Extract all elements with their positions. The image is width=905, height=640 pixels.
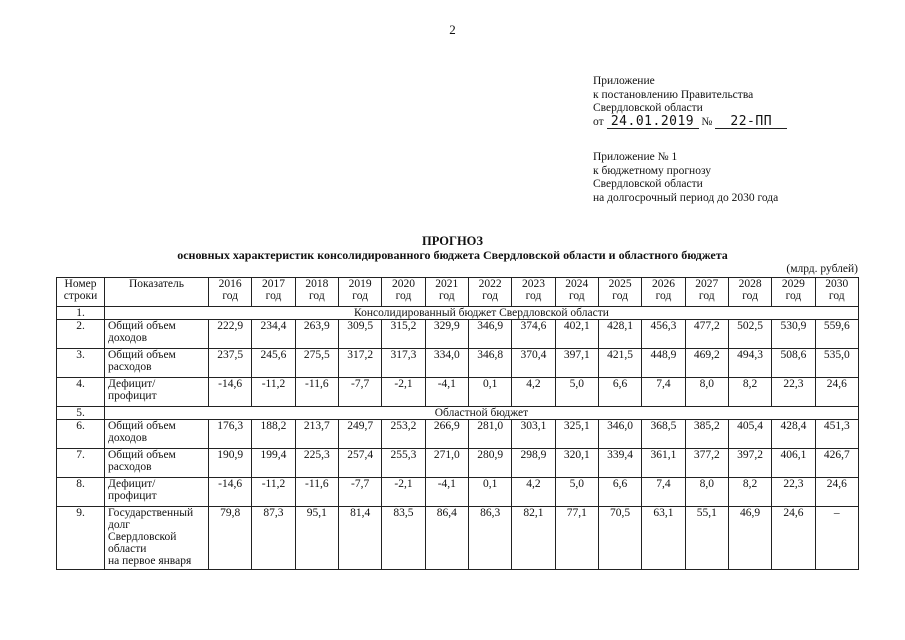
appendix1-header: [593, 151, 778, 205]
year-header: [468, 278, 511, 307]
forecast-table: [56, 277, 859, 570]
table-header-row: [57, 278, 859, 307]
value-cell: 249,7: [338, 420, 381, 449]
year-suffix: год: [568, 290, 585, 302]
value-cell: -11,6: [295, 478, 338, 507]
value-cell: -14,6: [209, 478, 252, 507]
row-number: 9.: [57, 507, 105, 570]
appendix-date-line: [593, 113, 787, 130]
value-cell: 346,9: [468, 320, 511, 349]
year-header: [598, 278, 641, 307]
year-text: 2026: [651, 278, 675, 290]
year-suffix: год: [525, 290, 542, 302]
value-cell: 176,3: [209, 420, 252, 449]
indicator-label-line: долг: [108, 519, 130, 531]
indicator-label: [105, 449, 209, 478]
indicator-label-line: профицит: [108, 390, 157, 402]
value-cell: –: [815, 507, 858, 570]
indicator-label-line: Государственный: [108, 507, 194, 519]
year-text: 2018: [305, 278, 329, 290]
value-cell: 477,2: [685, 320, 728, 349]
year-header: [382, 278, 425, 307]
indicator-label: [105, 320, 209, 349]
value-cell: 188,2: [252, 420, 295, 449]
value-cell: 266,9: [425, 420, 468, 449]
value-cell: 448,9: [642, 349, 685, 378]
year-header: [772, 278, 815, 307]
year-text: 2024: [565, 278, 589, 290]
indicator-label: [105, 349, 209, 378]
value-cell: 530,9: [772, 320, 815, 349]
year-text: 2022: [478, 278, 502, 290]
year-suffix: год: [308, 290, 325, 302]
value-cell: 361,1: [642, 449, 685, 478]
row-number: 7.: [57, 449, 105, 478]
value-cell: -2,1: [382, 378, 425, 407]
year-text: 2028: [738, 278, 762, 290]
value-cell: 87,3: [252, 507, 295, 570]
value-cell: 309,5: [338, 320, 381, 349]
document-title: ПРОГНОЗ: [421, 234, 483, 248]
year-text: 2017: [261, 278, 285, 290]
indicator-label-line: Общий объем: [108, 420, 176, 432]
page-number: 2: [449, 22, 456, 37]
value-cell: 494,3: [728, 349, 771, 378]
year-suffix: год: [482, 290, 498, 302]
row-number: 5.: [57, 407, 105, 420]
row-number: 6.: [57, 420, 105, 449]
year-text: 2029: [781, 278, 805, 290]
value-cell: 225,3: [295, 449, 338, 478]
value-cell: 22,3: [772, 478, 815, 507]
indicator-label-line: доходов: [108, 432, 148, 444]
value-cell: 0,1: [468, 378, 511, 407]
value-cell: 329,9: [425, 320, 468, 349]
year-header: [728, 278, 771, 307]
year-suffix: год: [265, 290, 282, 302]
value-cell: 5,0: [555, 378, 598, 407]
value-cell: -14,6: [209, 378, 252, 407]
indicator-label-line: доходов: [108, 332, 148, 344]
indicator-label-line: Общий объем: [108, 449, 176, 461]
year-suffix: год: [698, 290, 715, 302]
value-cell: 6,6: [598, 478, 641, 507]
indicator-label-line: расходов: [108, 361, 152, 373]
value-cell: 451,3: [815, 420, 858, 449]
table-row: [57, 507, 859, 570]
year-header: [252, 278, 295, 307]
value-cell: 79,8: [209, 507, 252, 570]
value-cell: 7,4: [642, 478, 685, 507]
year-suffix: год: [612, 290, 628, 302]
table-row: [57, 449, 859, 478]
indicator-label-line: Общий объем: [108, 320, 176, 332]
value-cell: 86,3: [468, 507, 511, 570]
section-title: Консолидированный бюджет Свердловской области: [105, 307, 859, 320]
value-cell: 456,3: [642, 320, 685, 349]
table-row: [57, 378, 859, 407]
year-header: [295, 278, 338, 307]
value-cell: 368,5: [642, 420, 685, 449]
appendix-line: Свердловской области: [593, 102, 703, 114]
row-number: 4.: [57, 378, 105, 407]
indicator-label-line: профицит: [108, 490, 157, 502]
value-cell: 317,3: [382, 349, 425, 378]
row-number-header: [57, 278, 105, 307]
indicator-label: [105, 378, 209, 407]
appendix-line: Приложение: [593, 75, 655, 87]
value-cell: 559,6: [815, 320, 858, 349]
table-row: [57, 349, 859, 378]
value-cell: 234,4: [252, 320, 295, 349]
value-cell: -2,1: [382, 478, 425, 507]
value-cell: 281,0: [468, 420, 511, 449]
value-cell: 4,2: [512, 378, 555, 407]
value-cell: -11,2: [252, 378, 295, 407]
value-cell: 325,1: [555, 420, 598, 449]
year-text: 2025: [608, 278, 632, 290]
year-suffix: год: [655, 290, 672, 302]
value-cell: 253,2: [382, 420, 425, 449]
value-cell: 257,4: [338, 449, 381, 478]
value-cell: 8,2: [728, 478, 771, 507]
value-cell: 46,9: [728, 507, 771, 570]
indicator-label-line: расходов: [108, 461, 152, 473]
year-text: 2027: [695, 278, 719, 290]
value-cell: 4,2: [512, 478, 555, 507]
value-cell: 374,6: [512, 320, 555, 349]
value-cell: 385,2: [685, 420, 728, 449]
value-cell: 280,9: [468, 449, 511, 478]
section-title: Областной бюджет: [105, 407, 859, 420]
value-cell: 535,0: [815, 349, 858, 378]
year-header: [815, 278, 858, 307]
table-row: [57, 420, 859, 449]
year-header: [555, 278, 598, 307]
value-cell: 421,5: [598, 349, 641, 378]
table-row: [57, 478, 859, 507]
value-cell: 24,6: [815, 378, 858, 407]
section-row: [57, 407, 859, 420]
appendix1-line: Приложение № 1: [593, 151, 678, 163]
year-header: [338, 278, 381, 307]
value-cell: 346,0: [598, 420, 641, 449]
value-cell: 275,5: [295, 349, 338, 378]
value-cell: 24,6: [815, 478, 858, 507]
year-text: 2019: [348, 278, 372, 290]
year-suffix: год: [785, 290, 802, 302]
appendix-line: к постановлению Правительства: [593, 88, 754, 101]
value-cell: 8,0: [685, 378, 728, 407]
header-text: Номер: [64, 278, 97, 290]
value-cell: 237,5: [209, 349, 252, 378]
value-cell: 298,9: [512, 449, 555, 478]
value-cell: -11,6: [295, 378, 338, 407]
value-cell: 339,4: [598, 449, 641, 478]
document-subtitle: основных характеристик консолидированного бюджета Свердловской области и областного бюджета: [177, 248, 728, 262]
year-header: [209, 278, 252, 307]
value-cell: 397,2: [728, 449, 771, 478]
value-cell: 83,5: [382, 507, 425, 570]
value-cell: -4,1: [425, 478, 468, 507]
value-cell: 6,6: [598, 378, 641, 407]
value-cell: 303,1: [512, 420, 555, 449]
value-cell: 8,2: [728, 378, 771, 407]
value-cell: -11,2: [252, 478, 295, 507]
year-text: 2021: [435, 278, 459, 290]
year-header: [512, 278, 555, 307]
year-text: 2023: [521, 278, 545, 290]
indicator-label-line: на первое января: [108, 555, 192, 567]
year-suffix: год: [438, 290, 455, 302]
row-number: 2.: [57, 320, 105, 349]
year-text: 2020: [391, 278, 415, 290]
value-cell: 222,9: [209, 320, 252, 349]
value-cell: 255,3: [382, 449, 425, 478]
indicator-label-line: Дефицит/: [108, 378, 156, 390]
indicator-label-line: Дефицит/: [108, 478, 156, 490]
value-cell: 81,4: [338, 507, 381, 570]
value-cell: 502,5: [728, 320, 771, 349]
value-cell: -4,1: [425, 378, 468, 407]
value-cell: -7,7: [338, 378, 381, 407]
value-cell: 508,6: [772, 349, 815, 378]
value-cell: 7,4: [642, 378, 685, 407]
units-label: (млрд. рублей): [786, 263, 858, 275]
year-suffix: год: [742, 290, 758, 302]
value-cell: 86,4: [425, 507, 468, 570]
indicator-label: [105, 420, 209, 449]
value-cell: 271,0: [425, 449, 468, 478]
value-cell: 402,1: [555, 320, 598, 349]
year-text: 2016: [218, 278, 242, 290]
value-cell: 199,4: [252, 449, 295, 478]
value-cell: 0,1: [468, 478, 511, 507]
year-suffix: год: [222, 290, 239, 302]
year-header: [685, 278, 728, 307]
header-text: строки: [63, 290, 98, 302]
row-number: 8.: [57, 478, 105, 507]
year-suffix: год: [352, 290, 368, 302]
indicator-label-line: области: [108, 543, 147, 555]
value-cell: 8,0: [685, 478, 728, 507]
value-cell: 406,1: [772, 449, 815, 478]
value-cell: 370,4: [512, 349, 555, 378]
value-cell: 22,3: [772, 378, 815, 407]
appendix-header: [593, 75, 787, 129]
table-body: [57, 307, 859, 570]
value-cell: 24,6: [772, 507, 815, 570]
year-suffix: год: [828, 290, 845, 302]
appendix1-line: к бюджетному прогнозу: [593, 164, 712, 177]
indicator-header: Показатель: [105, 278, 209, 307]
indicator-label-line: Общий объем: [108, 349, 176, 361]
value-cell: 426,7: [815, 449, 858, 478]
table-row: [57, 320, 859, 349]
value-cell: 77,1: [555, 507, 598, 570]
year-suffix: год: [395, 290, 412, 302]
year-text: 2030: [825, 278, 849, 290]
year-header: [425, 278, 468, 307]
value-cell: 346,8: [468, 349, 511, 378]
value-cell: 428,4: [772, 420, 815, 449]
indicator-label: [105, 507, 209, 570]
resolution-number: 22-ПП: [715, 116, 787, 129]
value-cell: 320,1: [555, 449, 598, 478]
value-cell: 82,1: [512, 507, 555, 570]
value-cell: 70,5: [598, 507, 641, 570]
indicator-label-line: Свердловской: [108, 531, 177, 543]
value-cell: 397,1: [555, 349, 598, 378]
value-cell: 377,2: [685, 449, 728, 478]
value-cell: 469,2: [685, 349, 728, 378]
value-cell: 55,1: [685, 507, 728, 570]
indicator-label: [105, 478, 209, 507]
row-number: 3.: [57, 349, 105, 378]
value-cell: 334,0: [425, 349, 468, 378]
value-cell: 95,1: [295, 507, 338, 570]
value-cell: 405,4: [728, 420, 771, 449]
value-cell: -7,7: [338, 478, 381, 507]
row-number: 1.: [57, 307, 105, 320]
value-cell: 428,1: [598, 320, 641, 349]
year-header: [642, 278, 685, 307]
from-label: от: [593, 115, 604, 128]
value-cell: 263,9: [295, 320, 338, 349]
appendix1-line: на долгосрочный период до 2030 года: [593, 191, 779, 204]
value-cell: 63,1: [642, 507, 685, 570]
resolution-date: 24.01.2019: [607, 116, 699, 129]
value-cell: 213,7: [295, 420, 338, 449]
value-cell: 315,2: [382, 320, 425, 349]
appendix1-line: Свердловской области: [593, 178, 703, 190]
section-row: [57, 307, 859, 320]
value-cell: 245,6: [252, 349, 295, 378]
value-cell: 5,0: [555, 478, 598, 507]
number-label: №: [701, 115, 713, 128]
value-cell: 317,2: [338, 349, 381, 378]
value-cell: 190,9: [209, 449, 252, 478]
